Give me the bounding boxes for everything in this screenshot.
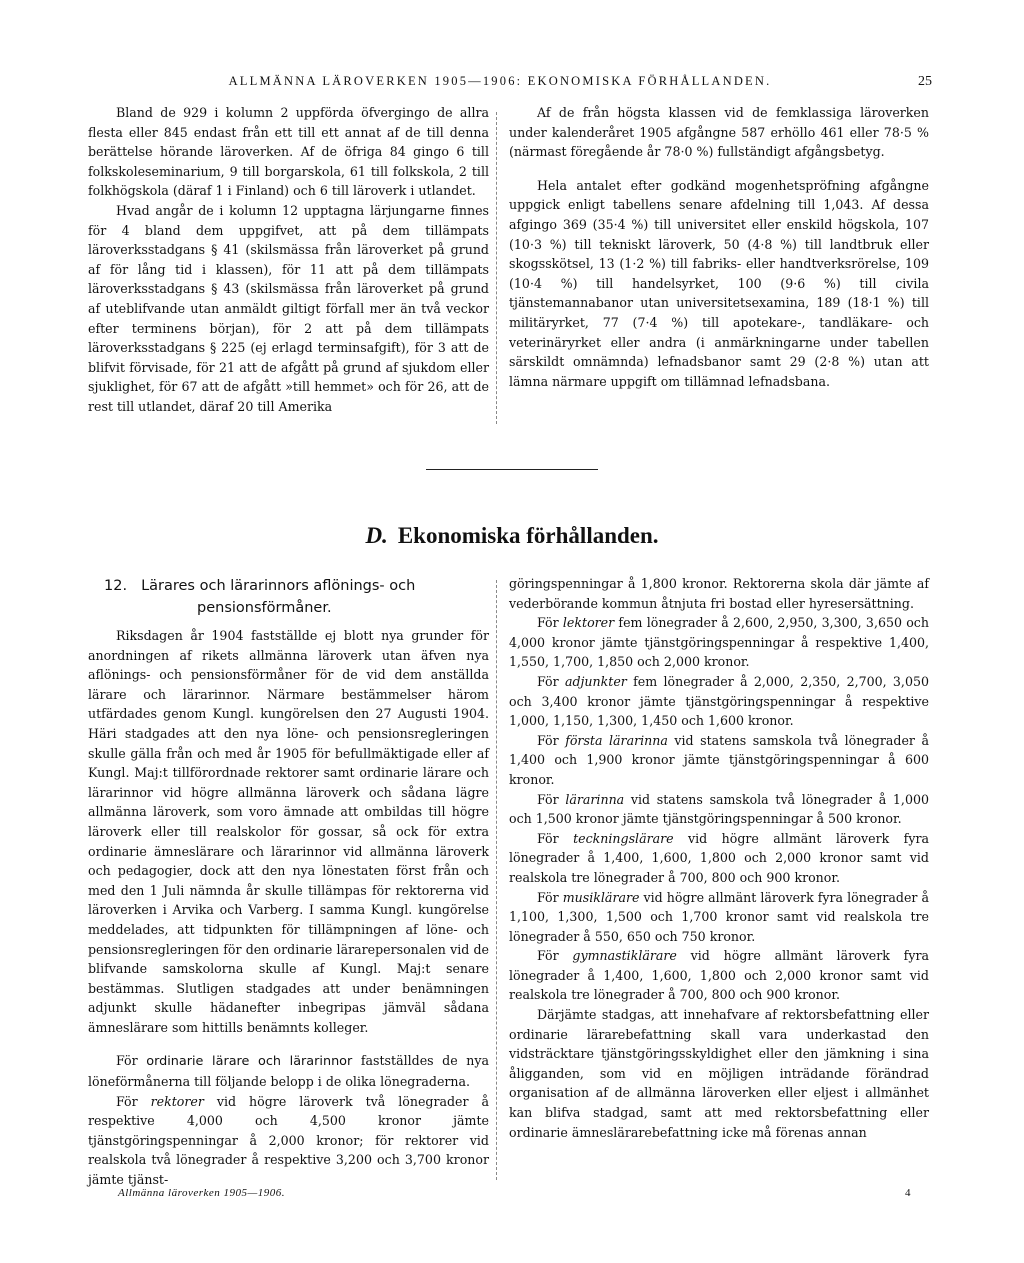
paragraph: För lektorer fem lönegrader å 2,600, 2,950, 3,300, 3,650 och 4,000 kronor jämte tjänstgöringspenningar å respektive 1,400, 1,550, 1,700, 1,850 och 2,000 kronor. [509,615,929,670]
paragraph: För lärarinna vid statens samskola två lönegrader å 1,000 och 1,500 kronor jämte tjänstgöringspenningar å 500 kronor. [509,791,929,827]
subsection-title-line2: pensionsförmåner. [197,600,332,616]
paragraph: För musiklärare vid högre allmänt läroverk fyra lönegrader å 1,100, 1,300, 1,500 och 1,700 kronor samt vid realskola tre lönegrader å 550, 650 och 750 kronor. [509,889,930,944]
sheet-number: 4 [905,1187,911,1199]
section-title: Ekonomiska förhållanden. [397,523,659,548]
footer-signature: Allmänna läroverken 1905—1906. [118,1187,286,1199]
paragraph: För första lärarinna vid statens samskola två lönegrader å 1,400 och 1,900 kronor jämte tjänstgöringspenningar å 600 kronor. [509,732,929,787]
paragraph: För adjunkter fem lönegrader å 2,000, 2,350, 2,700, 3,050 och 3,400 kronor jämte tjänstgöringspenningar å respektive 1,000, 1,150, 1,300, 1,450 och 1,600 kronor. [509,673,929,729]
paragraph: Bland de 929 i kolumn 2 uppförda öfvergingo de allra flesta eller 845 endast från ett till ett annat af de till denna berättelse hörande läroverken. Af de öfriga 84 gingo 6 till folkskoleseminarium, 9 till borgarskola, 61 till folkskola, 2 till folkhögskola (däraf 1 i Finland) och 6 till läroverk i utlandet. [88,105,489,199]
section-separator-rule [426,469,598,470]
section-letter: D. [365,523,388,548]
paragraph: Hvad angår de i kolumn 12 upptagna lärjungarne finnes för 4 bland dem uppgifvet, att på dem tillämpats läroverksstadgans § 41 (skilsmässa från läroverket på grund af för lång tid i klassen), för 11 att på dem tillämpats läroverksstadgans § 43 (skilsmässa från läroverket på grund af uteblifvande utan anmäldt giltigt förfall mer än två veckor efter terminens början), för 2 att på dem tillämpats läroverksstadgans § 225 (ej erlagd terminsafgift), för 3 att de blifvit förvisade, för 21 att de afgått på grund af sjukdom eller sjuklighet, för 67 att de afgått »till hemmet» och för 26, att de rest till utlandet, däraf 20 till Amerika [88,202,489,414]
paragraph: göringspenningar å 1,800 kronor. Rektorerna skola där jämte af vederbörande kommun åtnjuta fri bostad eller hyresersättning. [509,576,929,611]
paragraph: För gymnastiklärare vid högre allmänt läroverk fyra lönegrader å 1,400, 1,600, 1,800 och 2,000 kronor samt vid realskola tre lönegrader å 700, 800 och 900 kronor. [509,948,929,1003]
lower-left-column [88,626,489,1190]
section-heading [0,523,1024,549]
emphasis: rektorer [150,1093,204,1109]
paragraph: Därjämte stadgas, att innehafvare af rektorsbefattning eller ordinarie lärarebefattning skall vara underkastad den vidsträcktare tjänstgöringsskyldighet eller den jämkning i sina åligganden, som vid en möjligen inträdande förändrad organisation af de allmänna läroverken eller eljest i allmänhet kan blifva stadgad, samt att med rektorsbefattning eller ordinarie ämneslärarebefattning icke må förenas annan [509,1007,929,1140]
paragraph: För rektorer vid högre läroverk två lönegrader å respektive 4,000 och 4,500 kronor jämte tjänstgöringspenningar å 2,000 kronor; för rektorer vid realskola två lönegrader å respektive 3,200 och 3,700 kronor jämte tjänst- [88,1093,490,1188]
subsection-number: 12. [104,578,128,594]
page-number: 25 [918,74,932,89]
paragraph: För ordinarie lärare och lärarinnor fastställdes de nya löneförmånerna till följande belopp i de olika lönegraderna. [88,1053,489,1090]
upper-right-column [509,103,929,391]
lower-right-column [509,574,929,1142]
subsection-heading [104,575,489,619]
running-header: ALLMÄNNA LÄROVERKEN 1905—1906: EKONOMISKA FÖRHÅLLANDEN. [228,74,772,88]
paragraph: Hela antalet efter godkänd mogenhetspröfning afgångne uppgick enligt tabellens senare afdelning till 1,043. Af dessa afgingo 369 (35·4 %) till universitet eller enskild högskola, 107 (10·3 %) till tekniskt läroverk, 50 (4·8 %) till landtbruk eller skogsskötsel, 13 (1·2 %) till fabriks- eller handtverksrörelse, 109 (10·4 %) till handelsyrket, 100 (9·6 %) till civila tjänstemannabanor utan universitetsexamina, 189 (18·1 %) till militäryrket, 77 (7·4 %) till apotekare-, tandläkare- och veterinäryrket eller andra (i anmärkningarne under tabellen särskildt omnämnda) lefnadsbanor samt 29 (2·8 %) utan att lämna närmare uppgift om tillämnad lefnadsbana. [509,177,929,389]
upper-left-column [88,103,489,417]
column-divider-upper [496,112,498,424]
subsection-title-line1: Lärares och lärarinnors aflönings- och [141,578,416,594]
column-divider-lower [496,580,498,1180]
paragraph: Af de från högsta klassen vid de femklassiga läroverken under kalenderåret 1905 afgångne 587 erhöllo 461 eller 78·5 % (närmast föregående år 78·0 %) fullständigt afgångsbetyg. [509,105,929,160]
emphasis: ordinarie lärare och lärarinnor [146,1054,353,1070]
paragraph: För teckningslärare vid högre allmänt läroverk fyra lönegrader å 1,400, 1,600, 1,800 och 2,000 kronor samt vid realskola tre lönegrader å 700, 800 och 900 kronor. [509,830,929,885]
paragraph: Riksdagen år 1904 fastställde ej blott nya grunder för anordningen af rikets allmänna läroverk utan äfven nya aflönings- och pensionsförmåner för de vid dem anställda lärare och lärarinnor. Närmare bestämmelser härom utfärdades genom Kungl. kungörelsen den 27 Augusti 1904. Häri stadgades att den nya löne- och pensionsregleringen skulle gälla från och med år 1905 för befullmäktigade eller af Kungl. Maj:t tillförordnade rektorer samt ordinarie lärare och lärarinnor vid högre allmänna läroverk och sådana lägre allmänna läroverk, som voro ämnade att ombildas till högre läroverk eller till realskolor för gossar, så ock för extra ordinarie ämneslärare och lärarinnor vid allmänna läroverk och pedagogier, dock att den nya lönestaten först från och med den 1 Juli nämnda år skulle tillämpas för rektorerna vid läroverken i Arvika och Varberg. I samma Kungl. kungörelse meddelades, att tidpunkten för tillämpningen af löne- och pensionsregleringen för den ordinarie lärarepersonalen vid de blifvande samskolorna skulle af Kungl. Maj:t senare bestämmas. Slutligen stadgades att under benämningen adjunkt skulle hädanefter inbegripas jämväl sådana ämneslärare som hittills benämnts kolleger. [88,628,489,1035]
